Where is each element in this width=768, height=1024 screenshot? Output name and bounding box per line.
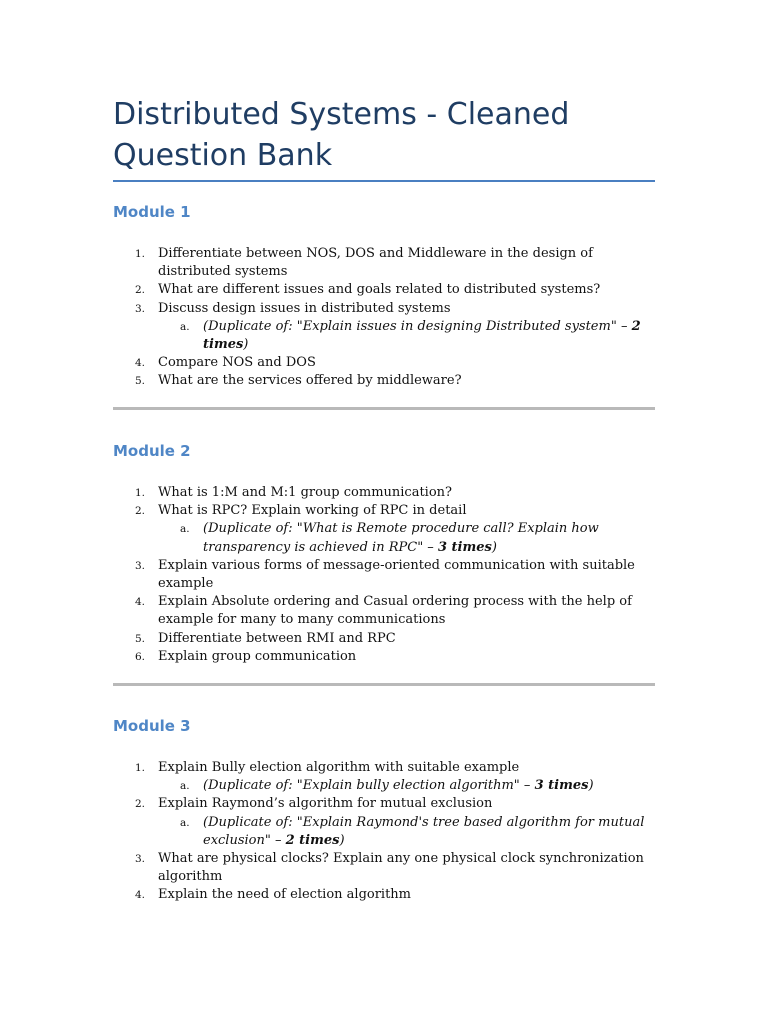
question-item [113,484,655,502]
question-item [113,850,655,886]
module-3-heading: Module 3 [113,717,191,735]
note-prefix: (Duplicate of: "What is Remote procedure call? Explain how transparency is achieved in RPC" – [203,521,599,555]
question-text: What are the services offered by middleware? [158,373,462,389]
page-title: Distributed Systems - Cleaned Question Bank [113,97,570,173]
module-3-question-list [113,759,655,905]
question-text: Explain Raymond’s algorithm for mutual exclusion [158,796,493,812]
note-suffix: ) [339,832,345,848]
question-text: Discuss design issues in distributed systems [158,300,451,316]
note-letter: a. [180,523,190,536]
question-number: 4. [135,889,146,902]
question-item [113,759,655,795]
question-text: Explain group communication [158,648,357,664]
question-number: 3. [135,853,146,866]
question-item [113,245,655,281]
question-item [113,300,655,355]
question-number: 1. [135,248,146,260]
question-text: What is 1:M and M:1 group communication? [158,485,453,500]
module-2-heading: Module 2 [113,442,191,460]
question-text: Differentiate between NOS, DOS and Middleware in the design of distributed systems [158,246,593,280]
question-number: 6. [135,650,146,663]
duplicate-count: 2 times [285,832,340,848]
question-text: What is RPC? Explain working of RPC in detail [158,503,467,519]
question-text: Explain Bully election algorithm with suitable example [158,760,520,775]
question-item [113,502,655,557]
question-number: 3. [135,302,146,315]
question-number: 1. [135,762,146,774]
question-text: Explain Absolute ordering and Casual ordering process with the help of example for many to many communications [158,594,632,628]
duplicate-note [158,777,655,795]
question-text: Compare NOS and DOS [158,355,316,371]
question-item [113,281,655,299]
question-number: 1. [135,487,146,499]
note-letter: a. [180,816,190,829]
note-letter: a. [180,780,190,793]
question-text: Explain various forms of message-oriented communication with suitable example [158,557,635,592]
question-item [113,630,655,648]
question-number: 5. [135,375,146,388]
duplicate-note-list [158,814,655,850]
duplicate-note [158,318,655,354]
title-underline [113,180,655,182]
module-2-question-list [113,484,655,666]
duplicate-note [158,814,655,850]
question-item [113,795,655,850]
duplicate-note [158,520,655,556]
duplicate-note-list [158,318,655,354]
question-number: 4. [135,596,146,609]
note-letter: a. [180,320,190,333]
question-item [113,593,655,629]
question-item [113,354,655,372]
question-text: What are different issues and goals related to distributed systems? [158,282,601,298]
note-prefix: (Duplicate of: "Explain Raymond's tree based algorithm for mutual exclusion" – [203,814,645,848]
duplicate-note-list [158,520,655,556]
question-number: 2. [135,505,146,518]
question-item [113,557,655,593]
duplicate-count: 3 times [534,778,589,794]
question-number: 3. [135,559,146,572]
question-item [113,648,655,666]
section-divider [113,407,655,410]
note-suffix: ) [491,539,497,555]
question-number: 5. [135,632,146,645]
question-item [113,372,655,390]
duplicate-count: 3 times [437,539,492,555]
duplicate-note-list [158,777,655,795]
question-number: 2. [135,284,146,297]
note-prefix: (Duplicate of: "Explain issues in designing Distributed system" – [203,318,632,334]
question-number: 2. [135,798,146,811]
question-text: Explain the need of election algorithm [158,887,412,903]
duplicate-count: 2 times [203,318,641,353]
section-divider [113,683,655,686]
question-number: 4. [135,357,146,370]
note-suffix: ) [243,337,249,353]
note-prefix: (Duplicate of: "Explain bully election algorithm" – [203,778,535,794]
module-1-heading: Module 1 [113,203,191,221]
module-1-question-list [113,245,655,391]
question-text: Differentiate between RMI and RPC [158,630,396,646]
question-item [113,886,655,904]
note-suffix: ) [588,778,594,794]
question-text: What are physical clocks? Explain any one physical clock synchronization algorithm [158,851,644,885]
